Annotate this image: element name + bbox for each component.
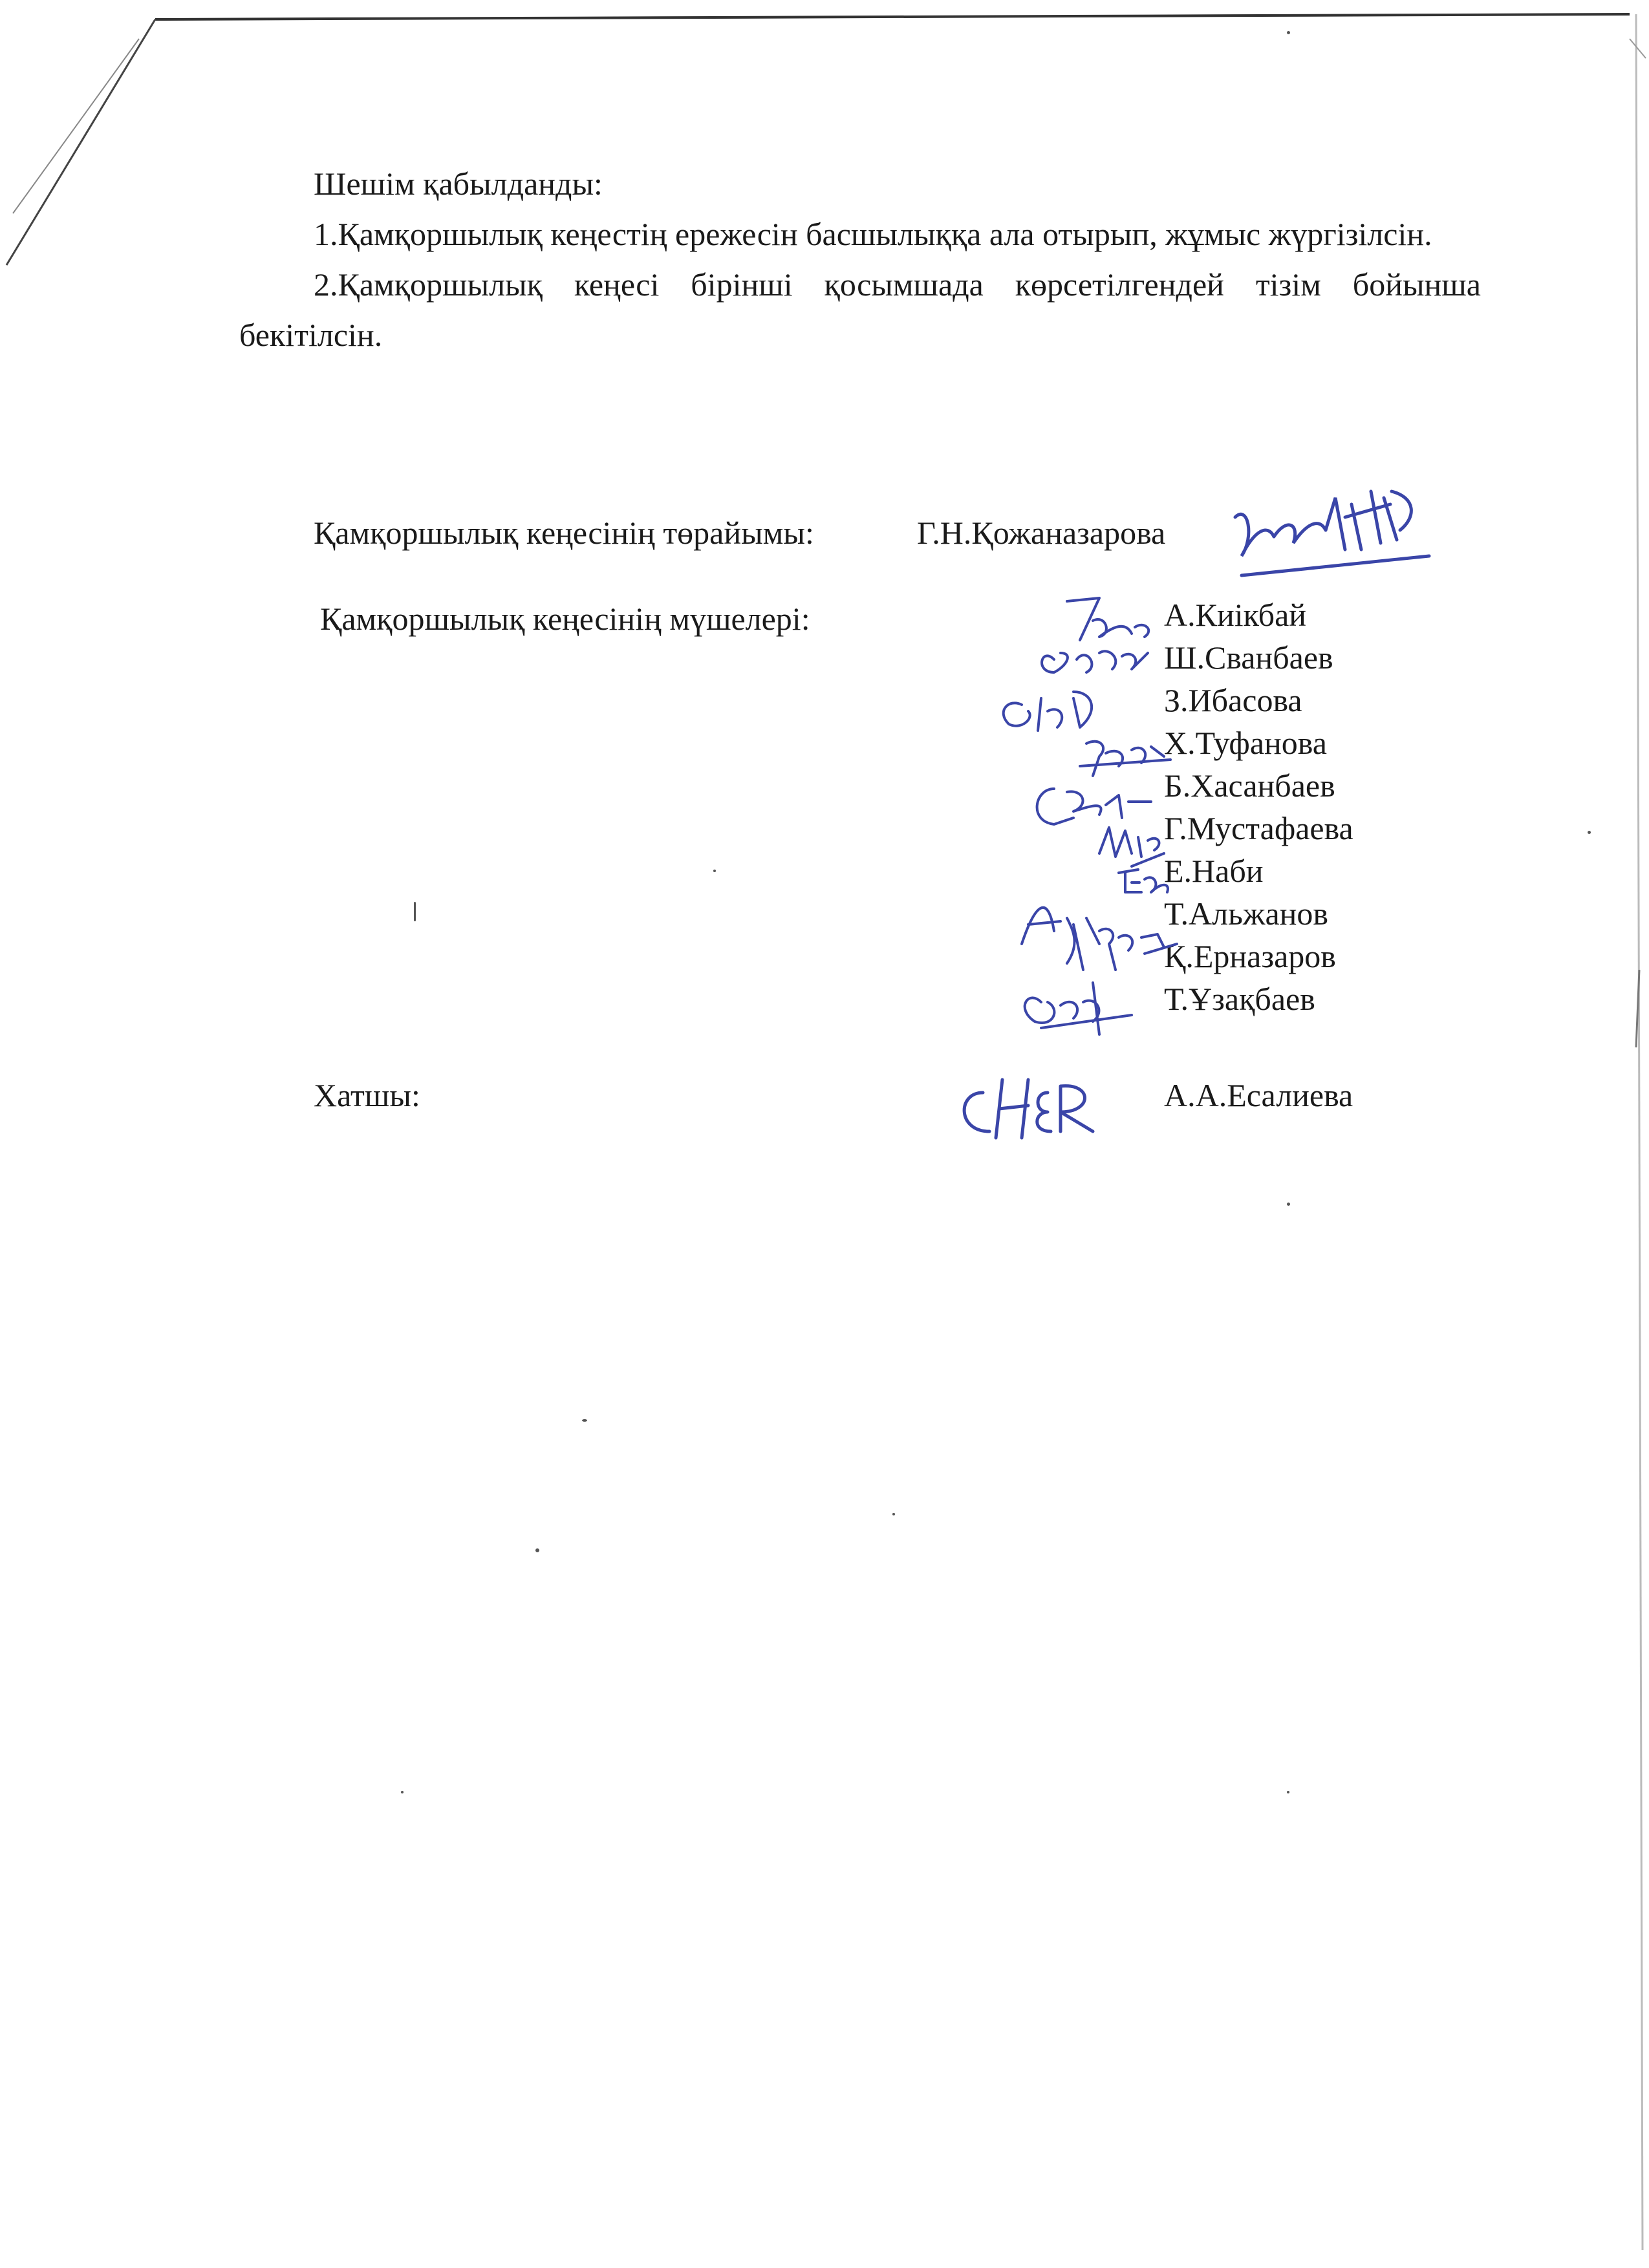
member-name: Г.Мустафаева [1164, 810, 1353, 846]
member-name: Б.Хасанбаев [1164, 767, 1335, 804]
secretary-label: Хатшы: [314, 1077, 420, 1113]
member-name: Қ.Ерназаров [1164, 938, 1336, 974]
decision-block [239, 158, 1481, 360]
member-name: З.Ибасова [1164, 682, 1302, 718]
scan-speck [401, 1791, 404, 1793]
members-signatures [970, 582, 1183, 1047]
scan-speck [582, 1419, 587, 1422]
scan-speck [892, 1513, 895, 1515]
decision-item-2: 2.Қамқоршылық кеңесі бірінші қосымшада көрсетілгендей тізім бойынша бекітілсін. [239, 266, 1481, 353]
secretary-name: А.А.Есалиева [1164, 1077, 1353, 1113]
member-name: Е.Наби [1164, 853, 1264, 889]
secretary-signature [944, 1067, 1112, 1144]
scan-speck [713, 870, 716, 872]
scan-speck [414, 902, 416, 921]
member-name: Х.Туфанова [1164, 725, 1327, 761]
scan-speck [1588, 831, 1591, 834]
scan-speck [1287, 1791, 1289, 1793]
scan-speck [535, 1548, 539, 1552]
scan-speck [1287, 31, 1290, 34]
chair-label: Қамқоршылық кеңесінің төрайымы: [314, 515, 814, 551]
members-list [1164, 594, 1353, 1020]
members-label: Қамқоршылық кеңесінің мүшелері: [320, 601, 810, 637]
member-name: Т.Ұзақбаев [1164, 981, 1315, 1017]
chair-name: Г.Н.Қожаназарова [917, 515, 1166, 551]
decision-heading: Шешім қабылданды: [314, 166, 603, 202]
chair-signature [1222, 478, 1442, 588]
member-name: Т.Альжанов [1164, 895, 1329, 932]
scan-speck [1287, 1203, 1290, 1206]
member-name: Ш.Сванбаев [1164, 639, 1333, 676]
decision-item-1: 1.Қамқоршылық кеңестің ережесін басшылыққа ала отырып, жұмыс жүргізілсін. [314, 216, 1432, 252]
member-name: А.Киікбай [1164, 597, 1307, 633]
